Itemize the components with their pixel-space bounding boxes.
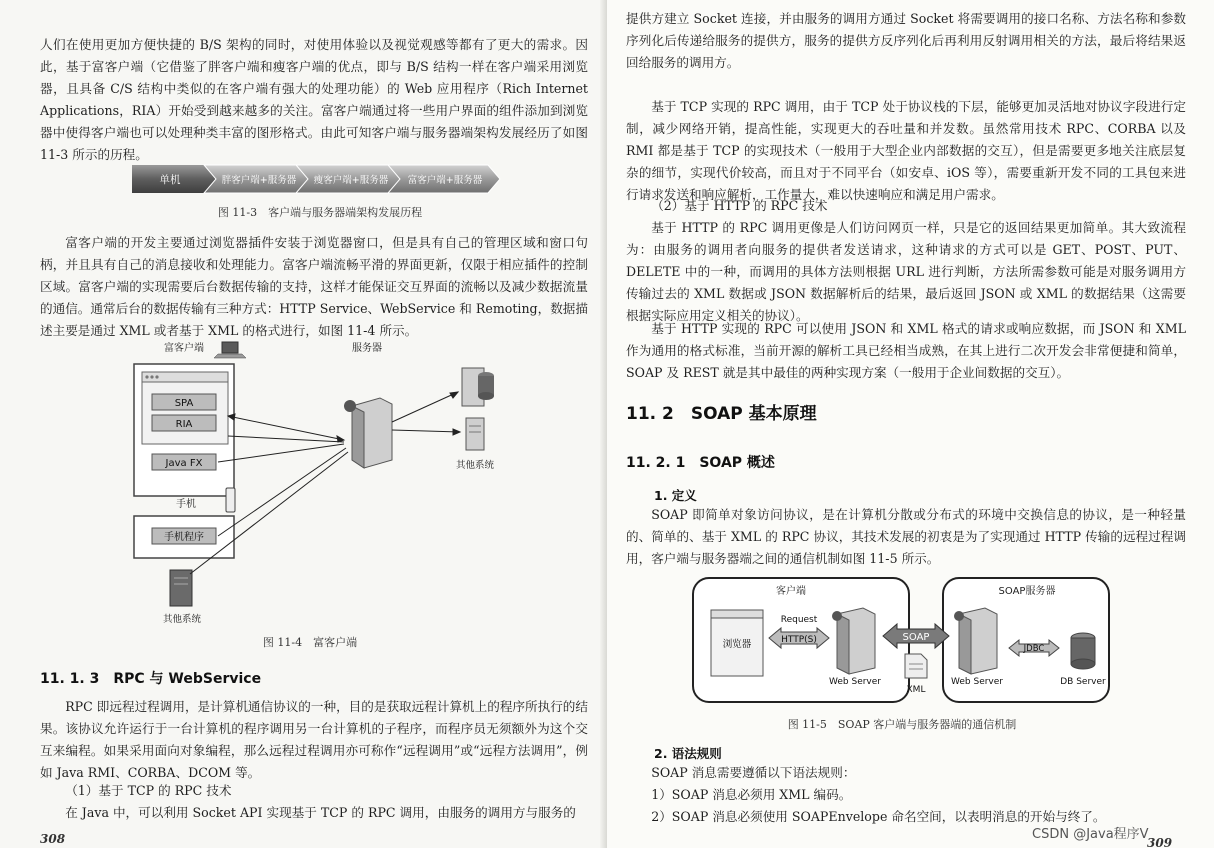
paragraph: 基于 HTTP 的 RPC 调用更像是人们访问网页一样，只是它的返回结果更加简单。其大致流程为：由服务的调用者向服务的提供者发送请求，这种请求的方式可以是 GET、POST、PUT、DELETE 中的一种，而调用的具体方法则根据 URL 进行判断，方法所需参数可能是对服务调用方传输过去的 XML 数据或 JSON 数据解析后的结果，最后返回 JSON 或 XML 的数据结果（这需要根据实际应用定义相关的协议）。 bbox=[626, 220, 1186, 323]
figure-11-3 bbox=[132, 162, 502, 196]
page-number: 309 bbox=[1147, 836, 1173, 848]
paragraph: 在 Java 中，可以利用 Socket API 实现基于 TCP 的 RPC 调用，由服务的调用方与服务的 bbox=[65, 805, 576, 820]
other-system-label-1: 其他系统 bbox=[455, 460, 495, 471]
browser-label: 浏览器 bbox=[722, 639, 752, 650]
other-system-icon bbox=[466, 418, 484, 450]
web-server-icon-1 bbox=[832, 608, 875, 674]
paragraph: RPC 即远程过程调用，是计算机通信协议的一种，目的是获取远程计算机上的程序所执行的结果。该协议允许运行于一台计算机的程序调用另一台计算机的子程序，而程序员无须额外为这个交互来编程。如果采用面向对象编程，那么远程过程调用亦可称作“远程调用”或“远程方法调用”，例如 Java RMI、CORBA、DCOM 等。 bbox=[40, 699, 588, 780]
xml-document-icon bbox=[905, 654, 927, 678]
label-server: 服务器 bbox=[352, 343, 382, 354]
chapter-section-heading: 11. 2 SOAP 基本原理 bbox=[626, 404, 817, 424]
paragraph: SOAP 消息需要遵循以下语法规则： bbox=[651, 765, 856, 780]
db-server-label: DB Server bbox=[1060, 677, 1106, 687]
laptop-icon bbox=[214, 342, 246, 358]
paragraph: （1）基于 TCP 的 RPC 技术 bbox=[65, 783, 232, 798]
watermark: CSDN @Java程序V bbox=[1032, 827, 1149, 842]
list-item: 2）SOAP 消息必须使用 SOAPEnvelope 命名空间，以表明消息的开始与终了。 bbox=[651, 809, 1106, 824]
soap-label: SOAP bbox=[902, 632, 930, 643]
label-rich-client: 富客户端 bbox=[164, 343, 204, 354]
list-item: 1）SOAP 消息必须用 XML 编码。 bbox=[651, 787, 852, 802]
ria-label: RIA bbox=[175, 419, 193, 430]
mobile-app-label: 手机程序 bbox=[164, 532, 204, 543]
paragraph: 基于 HTTP 实现的 RPC 可以使用 JSON 和 XML 格式的请求或响应数据，而 JSON 和 XML 作为通用的格式标准，当前开源的解析工具已经相当成熟，在其上进行二次开发会非常便捷和简单，SOAP 及 REST 就是其中最佳的两种实现方案（一般用于企业间数据的交互）。 bbox=[626, 321, 1186, 380]
web-server-icon-2 bbox=[954, 608, 997, 674]
step-label-1: 单机 bbox=[159, 174, 181, 186]
paragraph: 人们在使用更加方便快捷的 B/S 架构的同时，对使用体验以及视觉观感等都有了更大的需求。因此，基于富客户端（它借鉴了胖客户端和瘦客户端的优点，即与 B/S 结构一样在客户端采用浏览器，且具备 C/S 结构中类似的在客户端有强大的处理功能）的 Web 应用程序（Rich Internet Applications，RIA）开始受到越来越多的关注。富客户端通过将一些用户界面的组件添加到浏览器中使得客户端也可以处理种类丰富的图形格式。由此可知客户端与服务器端架构发展经历了如图 11-3 所示的历程。 bbox=[40, 37, 588, 162]
browser-toolbar bbox=[142, 372, 228, 382]
paragraph: 富客户端的开发主要通过浏览器插件安装于浏览器窗口，但是具有自己的管理区域和窗口句柄，并且具有自己的消息接收和处理能力。富客户端流畅平滑的界面更新，仅限于相应插件的控制区域。富客户端的实现需要后台数据传输的支持，这样才能保证交互界面的流畅以及减少数据流量的通信。通常后台的数据传输有三种方式：HTTP Service、WebService 和 Remoting，数据描述主要是通过 XML 或者基于 XML 的格式进行，如图 11-4 所示。 bbox=[40, 235, 588, 338]
step-label-3: 瘦客户端+服务器 bbox=[313, 175, 389, 186]
client-label: 客户端 bbox=[776, 586, 806, 597]
paragraph: SOAP 即简单对象访问协议，是在计算机分散或分布式的环境中交换信息的协议，是一种轻量的、简单的、基于 XML 的 RPC 协议，其技术发展的初衷是为了实现通过 HTTP 传输的远程过程调用，客户端与服务器端之间的通信机制如图 11-5 所示。 bbox=[626, 507, 1186, 566]
server-tower-icon bbox=[344, 398, 392, 468]
other-system-label-2: 其他系统 bbox=[162, 614, 202, 625]
database-server-icon bbox=[462, 368, 494, 406]
section-heading: 11. 1. 3 RPC 与 WebService bbox=[40, 671, 262, 687]
figure-caption: 图 11-5 SOAP 客户端与服务器端的通信机制 bbox=[787, 718, 1017, 731]
jdbc-label: JDBC bbox=[1023, 644, 1045, 654]
page-number: 308 bbox=[40, 832, 66, 846]
subsection-heading: 11. 2. 1 SOAP 概述 bbox=[626, 455, 775, 471]
spa-label: SPA bbox=[174, 398, 194, 409]
https-label: HTTP(S) bbox=[781, 635, 817, 645]
syntax-heading: 2. 语法规则 bbox=[654, 746, 722, 761]
right-page bbox=[607, 0, 1214, 848]
definition-heading: 1. 定义 bbox=[654, 488, 697, 503]
figure-11-5 bbox=[687, 574, 1117, 714]
xml-label: XML bbox=[906, 685, 926, 695]
paragraph: 基于 TCP 实现的 RPC 调用，由于 TCP 处于协议栈的下层，能够更加灵活地对协议字段进行定制，减少网络开销，提高性能，实现更大的吞吐量和并发数。虽然常用技术 RPC、CORBA 以及 RMI 都是基于 TCP 的实现技术（一般用于大型企业内部数据的交互），但是需要更多地关注底层复杂的细节，实现代价较高，而且对于不同平台（如安卓、iOS 等），需要重新开发不同的工具包来进行请求发送和响应解析，工作量大，难以快速响应和满足用户需求。 bbox=[626, 99, 1186, 202]
web-server-label-1: Web Server bbox=[829, 677, 881, 687]
soap-server-label: SOAP服务器 bbox=[998, 586, 1056, 597]
javafx-label: Java FX bbox=[165, 458, 203, 469]
label-mobile: 手机 bbox=[176, 499, 196, 510]
figure-caption: 图 11-3 客户端与服务器端架构发展历程 bbox=[217, 206, 423, 219]
phone-icon bbox=[226, 488, 235, 512]
other-system-tower-icon bbox=[170, 570, 192, 606]
step-label-2: 胖客户端+服务器 bbox=[221, 175, 297, 186]
paragraph: （2）基于 HTTP 的 RPC 技术 bbox=[651, 198, 828, 213]
figure-caption: 图 11-4 富客户端 bbox=[262, 636, 358, 649]
request-label: Request bbox=[780, 615, 818, 625]
figure-11-4 bbox=[130, 340, 510, 630]
step-label-4: 富客户端+服务器 bbox=[407, 175, 483, 186]
web-server-label-2: Web Server bbox=[951, 677, 1003, 687]
paragraph: 提供方建立 Socket 连接，并由服务的调用方通过 Socket 将需要调用的接口名称、方法名称和参数序列化后传递给服务的提供方，服务的提供方反序列化后再利用反射调用相关的方法，最后将结果返回给服务的调用方。 bbox=[626, 11, 1186, 70]
database-icon bbox=[1071, 633, 1095, 669]
